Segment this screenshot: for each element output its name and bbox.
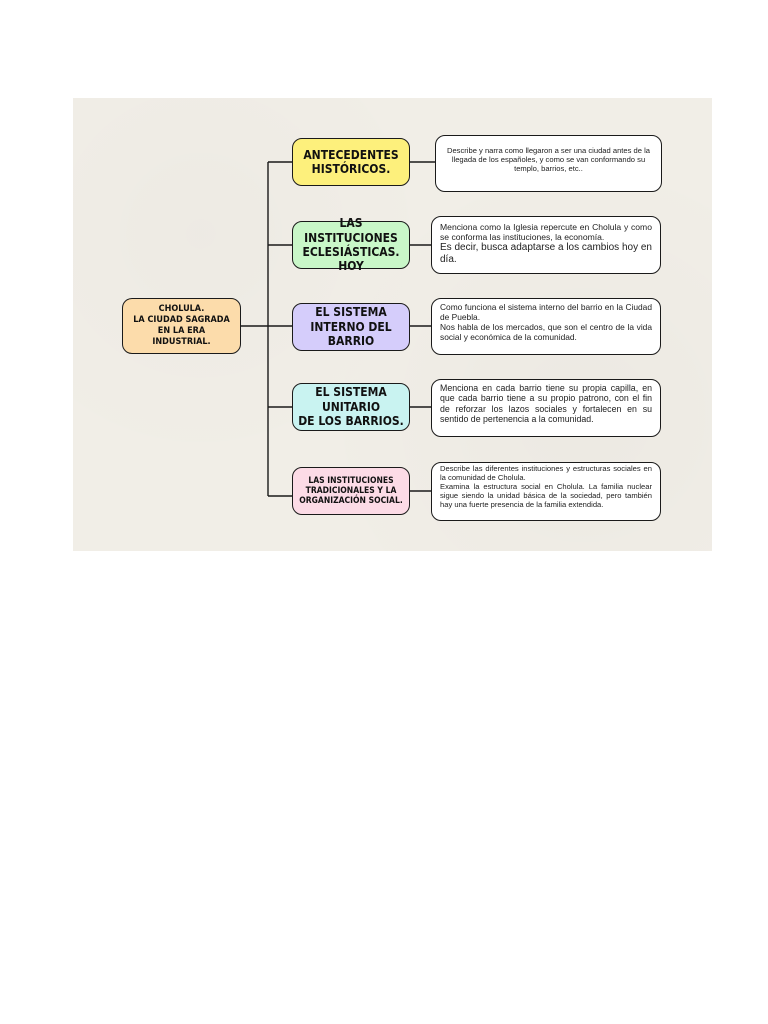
description-instituciones-eclesiasticas xyxy=(431,216,661,274)
description-sistema-interno-barrio xyxy=(431,298,661,355)
topic-title-line: EL SISTEMA UNITARIO xyxy=(315,385,387,414)
description-text: Describe y narra como llegaron a ser una ciudad antes de la llegada de los españoles, y como se van conformando su templo, barrios, etc.. xyxy=(446,146,651,173)
description-text: Menciona en cada barrio tiene su propia capilla, en que cada barrio tiene a su propio patrono, con el fin de reforzar los lazos sociales y fortalecen en su sentido de pertenencia a la comunidad. xyxy=(440,383,652,425)
description-text: Es decir, busca adaptarse a los cambios hoy en día. xyxy=(440,242,652,266)
topic-title-line: HISTÓRICOS. xyxy=(311,162,391,176)
description-text: Como funciona el sistema interno del barrio en la Ciudad de Puebla. xyxy=(440,302,652,322)
description-text: Nos habla de los mercados, que son el centro de la vida social y económica de la comunidad. xyxy=(440,321,652,342)
main-topic-line: CHOLULA. xyxy=(158,304,205,315)
topic-title-line: LAS INSTITUCIONES xyxy=(308,475,394,486)
description-text: Describe las diferentes instituciones y estructuras sociales en la comunidad de Cholula. xyxy=(440,464,652,482)
main-topic-line: EN LA ERA xyxy=(157,326,206,336)
main-topic-line: INDUSTRIAL. xyxy=(152,336,211,347)
description-antecedentes-historicos xyxy=(435,135,662,192)
topic-title-line: DE LOS BARRIOS. xyxy=(298,414,404,429)
topic-title-line: INTERNO DEL BARRIO xyxy=(310,319,392,349)
topic-title-line: ANTECEDENTES xyxy=(303,147,399,162)
description-instituciones-tradicionales xyxy=(431,462,661,521)
description-sistema-unitario-barrios xyxy=(431,379,661,437)
description-text: Examina la estructura social en Cholula. La familia nuclear sigue siendo la unidad básica de la sociedad, pero también hay una fuerte presencia de la familia extendida. xyxy=(440,481,652,509)
topic-title-line: ORGANIZACIÓN SOCIAL. xyxy=(299,496,403,507)
description-text: Menciona como la Iglesia repercute en Cholula y como se conforma las instituciones, la economía. xyxy=(440,222,652,243)
main-topic-node xyxy=(122,298,241,354)
topic-antecedentes-historicos xyxy=(292,138,410,186)
topic-title-line: EL SISTEMA xyxy=(315,305,387,320)
topic-instituciones-eclesiasticas xyxy=(292,216,410,274)
topic-title-line: TRADICIONALES Y LA xyxy=(305,485,397,496)
topic-title-line: LAS INSTITUCIONES xyxy=(304,216,398,245)
topic-instituciones-tradicionales xyxy=(292,467,410,515)
main-topic-line: LA CIUDAD SAGRADA xyxy=(133,315,230,326)
topic-sistema-interno-barrio xyxy=(292,303,410,351)
topic-title-line: ECLESIÁSTICAS. HOY xyxy=(302,245,400,274)
topic-sistema-unitario-barrios xyxy=(292,383,410,431)
